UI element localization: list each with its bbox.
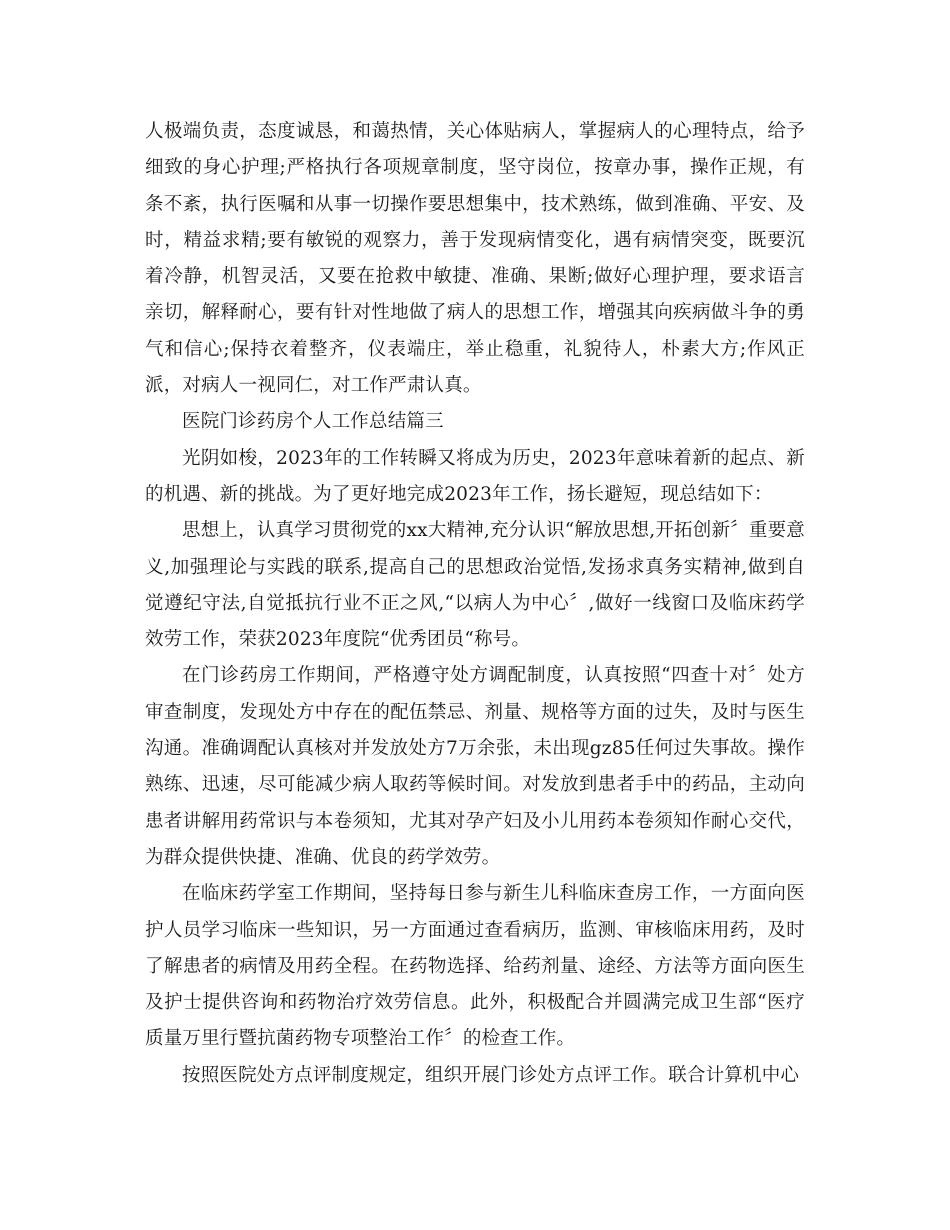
- body-paragraph-3: 思想上，认真学习贯彻党的xx大精神,充分认识“解放思想,开拓创新〞重要意义,加强理论与实践的联系,提高自己的思想政治觉悟,发扬求真务实精神,做到自觉遵纪守法,自觉抵抗行业不正之风,“以病人为中心〞,做好一线窗口及临床药学效劳工作，荣获2023年度院“优秀团员“称号。: [145, 520, 805, 651]
- body-paragraph-2: 光阴如梭，2023年的工作转瞬又将成为历史，2023年意味着新的起点、新的机遇、新的挑战。为了更好地完成2023年工作，扬长避短，现总结如下：: [145, 447, 805, 505]
- document-page: [145, 114, 805, 1094]
- body-paragraph-5: 在临床药学室工作期间，坚持每日参与新生儿科临床查房工作，一方面向医护人员学习临床一些知识，另一方面通过查看病历，监测、审核临床用药，及时了解患者的病情及用药全程。在药物选择、给药剂量、途经、方法等方面向医生及护士提供咨询和药物治疗效劳信息。此外，积极配合并圆满完成卫生部“医疗质量万里行暨抗菌药物专项整治工作〞的检查工作。: [145, 883, 805, 1050]
- body-paragraph-6: 按照医院处方点评制度规定，组织开展门诊处方点评工作。联合计算机中心: [182, 1064, 800, 1086]
- section-heading: 医院门诊药房个人工作总结篇三: [182, 411, 444, 433]
- body-paragraph-4: 在门诊药房工作期间，严格遵守处方调配制度，认真按照“四查十对〞处方审查制度，发现处方中存在的配伍禁忌、剂量、规格等方面的过失，及时与医生沟通。准确调配认真核对并发放处方7万余张，未出现gz85任何过失事故。操作熟练、迅速，尽可能减少病人取药等候时间。对发放到患者手中的药品，主动向患者讲解用药常识与本卷须知，尤其对孕产妇及小儿用药本卷须知作耐心交代，为群众提供快捷、准确、优良的药学效劳。: [145, 665, 805, 868]
- body-paragraph-1: 人极端负责，态度诚恳，和蔼热情，关心体贴病人，掌握病人的心理特点，给予细致的身心护理;严格执行各项规章制度，坚守岗位，按章办事，操作正规，有条不紊，执行医嘱和从事一切操作要思想集中，技术熟练，做到准确、平安、及时，精益求精;要有敏锐的观察力，善于发现病情变化，遇有病情突变，既要沉着冷静，机智灵活，又要在抢救中敏捷、准确、果断;做好心理护理，要求语言亲切，解释耐心，要有针对性地做了病人的思想工作，增强其向疾病做斗争的勇气和信心;保持衣着整齐，仪表端庄，举止稳重，礼貌待人，朴素大方;作风正派，对病人一视同仁，对工作严肃认真。: [145, 121, 805, 397]
